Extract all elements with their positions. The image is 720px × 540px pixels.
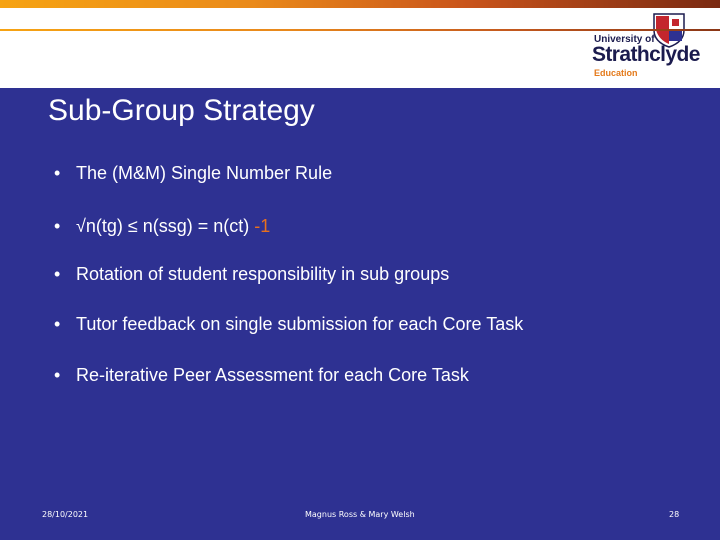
logo-department: Education xyxy=(594,68,638,78)
bullet-marker: • xyxy=(54,264,61,284)
logo-strathclyde: Strathclyde xyxy=(592,43,700,66)
bullet-marker: • xyxy=(54,365,61,385)
footer-authors: Magnus Ross & Mary Welsh xyxy=(305,510,415,519)
bullet-item xyxy=(54,311,523,337)
bullet-marker: • xyxy=(54,163,61,183)
bullet-text: The (M&M) Single Number Rule xyxy=(76,163,333,183)
bullet-text: Tutor feedback on single submission for each Core Task xyxy=(76,314,524,334)
footer-page-number: 28 xyxy=(669,510,680,519)
bullet-marker: • xyxy=(54,314,61,334)
bullet-text: Rotation of student responsibility in sub groups xyxy=(76,264,450,284)
bullet-item xyxy=(54,362,469,388)
slide-title: Sub-Group Strategy xyxy=(48,94,315,127)
bullet-item xyxy=(54,261,449,287)
bullet-text: √n(tg) ≤ n(ssg) = n(ct) xyxy=(76,216,255,236)
bullet-marker: • xyxy=(54,216,61,236)
bullet-text: Re-iterative Peer Assessment for each Core Task xyxy=(76,365,469,385)
bullet-accent-text: -1 xyxy=(254,216,271,236)
logo-university-of: University of xyxy=(594,34,655,45)
bullet-item xyxy=(54,160,332,186)
bullet-item xyxy=(54,213,270,239)
footer-date: 28/10/2021 xyxy=(42,510,89,519)
